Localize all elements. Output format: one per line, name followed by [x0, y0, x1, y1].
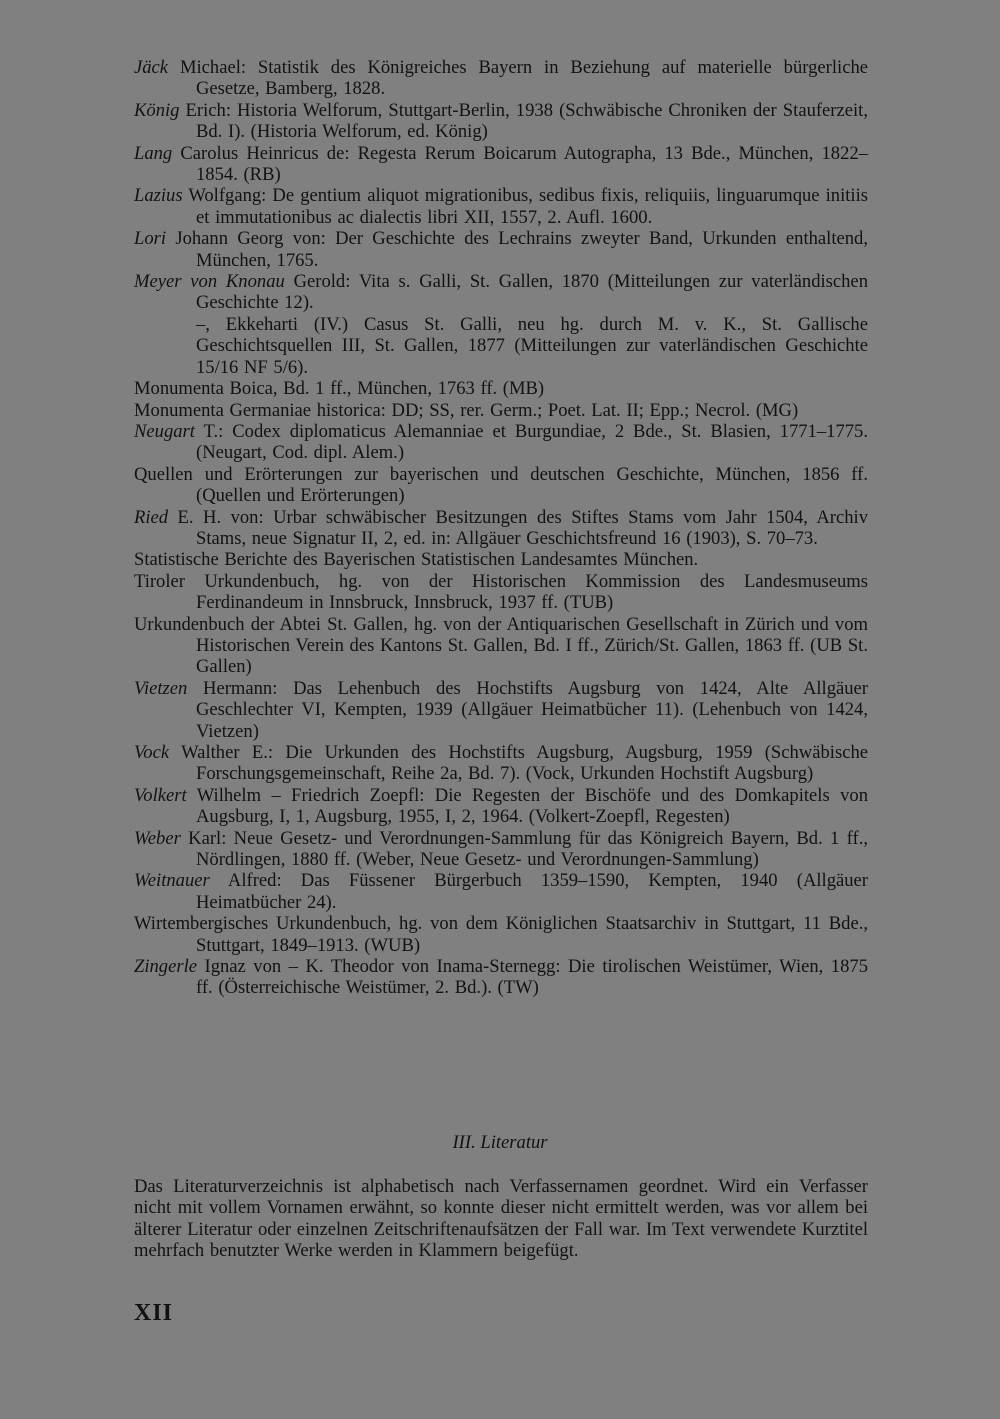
bib-entry — [134, 421, 868, 464]
entry-author: König — [134, 99, 180, 121]
bib-entry — [134, 571, 868, 614]
entry-text: –, Ekkeharti (IV.) Casus St. Galli, neu hg. durch M. v. K., St. Gallische Geschichtsquellen III, St. Gallen, 1877 (Mitteilungen zur vaterländischen Geschichte 15/16 NF 5/6). — [196, 313, 868, 378]
intro-paragraph: Das Literaturverzeichnis ist alphabetisch nach Verfassernamen geordnet. Wird ein Verfasser nicht mit vollem Vornamen erwähnt, so konnte dieser nicht ermittelt werden, was vor allem bei älterer Literatur oder einzelnen Zeitschriftenaufsätzen der Fall war. Im Text verwendete Kurztitel mehrfach benutzter Werke werden in Klammern beigefügt. — [134, 1176, 868, 1262]
section-heading: III. Literatur — [452, 1132, 548, 1153]
bib-entry — [134, 507, 868, 550]
entry-author: Lazius — [134, 185, 183, 207]
bib-entry — [134, 913, 868, 956]
entry-text: Carolus Heinricus de: Regesta Rerum Boicarum Autographa, 13 Bde., München, 1822–1854. (RB) — [172, 142, 868, 186]
entry-author: Vietzen — [134, 677, 188, 699]
bib-entry — [134, 185, 868, 228]
entry-author: Zingerle — [134, 956, 198, 978]
bib-entry — [134, 678, 868, 742]
entry-author: Lang — [134, 142, 173, 164]
entry-author: Weber — [134, 827, 181, 849]
entry-text: Wirtembergisches Urkundenbuch, hg. von dem Königlichen Staatsarchiv in Stuttgart, 11 Bde., Stuttgart, 1849–1913. (WUB) — [134, 913, 868, 956]
bib-entry — [134, 464, 868, 507]
entry-text: Tiroler Urkundenbuch, hg. von der Historischen Kommission des Landesmuseums Ferdinandeum in Innsbruck, Innsbruck, 1937 ff. (TUB) — [134, 570, 868, 614]
entry-author: Ried — [134, 506, 169, 528]
bib-entry — [134, 228, 868, 271]
entry-author: Meyer von Knonau — [134, 271, 285, 293]
bib-entry — [134, 956, 868, 999]
bibliography-list — [134, 57, 868, 999]
bib-entry — [134, 614, 868, 678]
entry-text: Alfred: Das Füssener Bürgerbuch 1359–1590, Kempten, 1940 (Allgäuer Heimatbücher 24). — [196, 870, 868, 913]
entry-text: Wilhelm – Friedrich Zoepfl: Die Regesten der Bischöfe und des Domkapitels von Augsburg, I, 1, Augsburg, 1955, I, 2, 1964. (Volkert-Zoepfl, Regesten) — [186, 784, 868, 828]
page-number: XII — [134, 1300, 174, 1326]
entry-author: Volkert — [134, 784, 187, 806]
entry-author: Neugart — [134, 420, 195, 442]
entry-text: Ignaz von – K. Theodor von Inama-Sternegg: Die tirolischen Weistümer, Wien, 1875 ff. (Österreichische Weistümer, 2. Bd.). (TW) — [196, 956, 868, 999]
entry-text: Statistische Berichte des Bayerischen Statistischen Landesamtes München. — [134, 549, 699, 571]
entry-text: Urkundenbuch der Abtei St. Gallen, hg. von der Antiquarischen Gesellschaft in Zürich und vom Historischen Verein des Kantons St. Gallen, Bd. I ff., Zürich/St. Gallen, 1863 ff. (UB St. Gallen) — [134, 613, 868, 678]
entry-text: Quellen und Erörterungen zur bayerischen und deutschen Geschichte, München, 1856 ff. (Quellen und Erörterungen) — [134, 463, 868, 507]
bib-entry-continuation — [134, 314, 868, 378]
entry-text: Wolfgang: De gentium aliquot migrationibus, sedibus fixis, reliquiis, linguarumque initiis et immutationibus ac dialectis libri XII, 1557, 2. Aufl. 1600. — [182, 185, 868, 228]
bib-entry — [134, 57, 868, 100]
entry-author: Vock — [134, 742, 170, 763]
bib-entry — [134, 828, 868, 871]
entry-text: Hermann: Das Lehenbuch des Hochstifts Augsburg von 1424, Alte Allgäuer Geschlechter VI, Kempten, 1939 (Allgäuer Heimatbücher 11). (Lehenbuch von 1424, Vietzen) — [187, 677, 868, 742]
entry-author: Lori — [134, 228, 167, 250]
entry-text: Johann Georg von: Der Geschichte des Lechrains zweyter Band, Urkunden enthaltend, München, 1765. — [166, 228, 868, 271]
entry-text: T.: Codex diplomaticus Alemanniae et Burgundiae, 2 Bde., St. Blasien, 1771–1775. (Neugart, Cod. dipl. Alem.) — [194, 420, 868, 464]
bib-entry — [134, 143, 868, 186]
entry-text: E. H. von: Urbar schwäbischer Besitzungen des Stiftes Stams vom Jahr 1504, Archiv Stams, neue Signatur II, 2, ed. in: Allgäuer Geschichtsfreund 16 (1903), S. 70–73. — [168, 506, 868, 549]
bib-entry — [134, 271, 868, 314]
entry-text: Gerold: Vita s. Galli, St. Gallen, 1870 (Mitteilungen zur vaterländischen Geschichte 12). — [196, 271, 868, 314]
entry-text: Karl: Neue Gesetz- und Verordnungen-Sammlung für das Königreich Bayern, Bd. 1 ff., Nördlingen, 1880 ff. (Weber, Neue Gesetz- und Verordnungen-Sammlung) — [180, 827, 868, 871]
entry-text: Walther E.: Die Urkunden des Hochstifts Augsburg, Augsburg, 1959 (Schwäbische Forschungsgemeinschaft, Reihe 2a, Bd. 7). (Vock, Urkunden Hochstift Augsburg) — [169, 742, 868, 785]
entry-text: Monumenta Boica, Bd. 1 ff., München, 1763 ff. (MB) — [134, 378, 545, 400]
bib-entry — [134, 549, 868, 570]
entry-author: Jäck — [134, 57, 169, 78]
entry-text: Monumenta Germaniae historica: DD; SS, rer. Germ.; Poet. Lat. II; Epp.; Necrol. (MG) — [134, 399, 799, 421]
bib-entry — [134, 742, 868, 785]
bib-entry — [134, 785, 868, 828]
bib-entry — [134, 378, 868, 399]
bib-entry — [134, 100, 868, 143]
entry-author: Weitnauer — [134, 870, 210, 892]
bib-entry — [134, 400, 868, 421]
entry-text: Michael: Statistik des Königreiches Bayern in Beziehung auf materielle bürgerliche Gesetze, Bamberg, 1828. — [168, 57, 868, 100]
entry-text: Erich: Historia Welforum, Stuttgart-Berlin, 1938 (Schwäbische Chroniken der Stauferzeit, Bd. I). (Historia Welforum, ed. König) — [179, 99, 868, 143]
bib-entry — [134, 870, 868, 913]
